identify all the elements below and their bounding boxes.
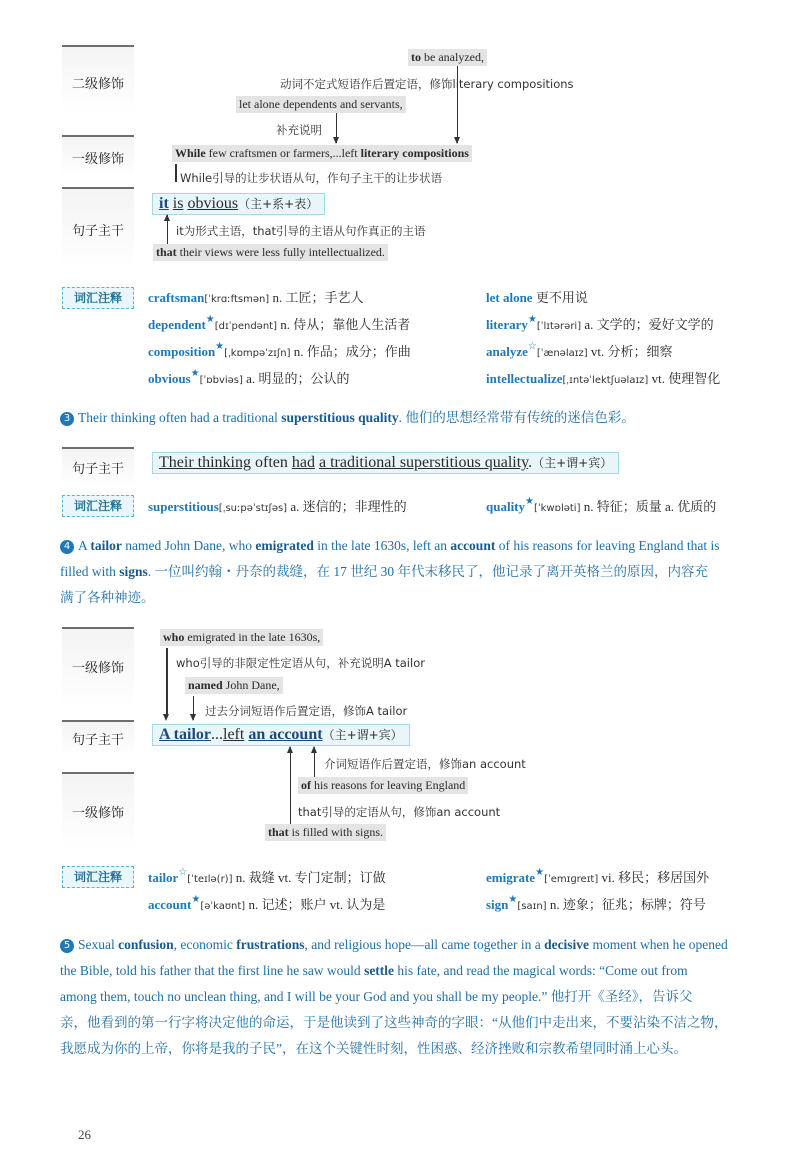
page-number: 26	[78, 1127, 91, 1142]
sentence-4: 4 A tailor named John Dane, who emigrated in the late 1630s, left an account of his reasons for leaving England that is filled with signs. 一位叫约翰・丹奈的裁缝，在 17 世纪 30 年代末移民了，他记录了离开英格兰的原因，内容充 满了各种神迹。	[60, 538, 720, 605]
vocab-tag: 词汇注释	[62, 495, 134, 517]
arrow-down	[457, 66, 458, 143]
that-note: that引导的定语从句，修饰an account	[298, 805, 501, 819]
vocab-item-quality: quality★[ˈkwɒləti] n. 特征；质量 a. 优质的	[486, 496, 717, 514]
main-clause-1: it is obvious（主+系+表）	[152, 193, 325, 215]
infinitive-note: 动词不定式短语作后置定语，修饰literary compositions	[280, 77, 574, 91]
named-note: 过去分词短语作后置定语，修饰A tailor	[205, 704, 408, 718]
vocab-item-craftsman: craftsman[ˈkrɑːftsmən] n. 工匠；手艺人	[148, 290, 364, 305]
level-box-trunk	[62, 720, 134, 756]
level-label: 句子主干	[71, 224, 124, 239]
vocab-item-let-alone: let alone 更不用说	[486, 290, 588, 305]
it-note: it为形式主语，that引导的主语从句作真正的主语	[176, 224, 426, 238]
level-label: 一级修饰	[71, 806, 124, 821]
vocab-item-dependent: dependent★[dɪˈpendənt] n. 侍从；靠他人生活者	[148, 314, 411, 332]
level-label: 二级修饰	[71, 77, 124, 92]
level-box-trunk	[62, 447, 134, 487]
arrow-up	[167, 215, 168, 245]
that-clause-phrase: that is filled with signs.	[265, 824, 386, 841]
vocab-item-obvious: obvious★[ˈɒbviəs] a. 明显的；公认的	[148, 368, 350, 386]
main-clause-3: Their thinking often had a traditional superstitious quality.（主+谓+宾）	[152, 452, 619, 474]
let-alone-phrase: let alone dependents and servants,	[236, 96, 406, 113]
that-clause-phrase: that their views were less fully intellectualized.	[153, 244, 388, 261]
level-box-second	[62, 45, 134, 113]
level-label: 句子主干	[71, 733, 124, 748]
level-box-trunk	[62, 187, 134, 269]
vocab-item-superstitious: superstitious[ˌsuːpəˈstɪʃəs] a. 迷信的；非理性的	[148, 499, 407, 514]
who-note: who引导的非限定性定语从句，补充说明A tailor	[176, 656, 425, 670]
vocab-tag: 词汇注释	[62, 866, 134, 888]
vocab-item-sign: sign★[saɪn] n. 迹象；征兆；标牌；符号	[486, 894, 706, 912]
level-label: 句子主干	[71, 462, 124, 477]
bracket-line	[175, 164, 177, 182]
to-be-analyzed-phrase: to be analyzed,	[408, 49, 487, 66]
while-clause-phrase: While few craftsmen or farmers,...left literary compositions	[172, 145, 472, 162]
vocab-item-intellectualize: intellectualize[ˌɪntəˈlektʃuəlaɪz] vt. 使理智化	[486, 371, 721, 386]
level-box-first	[62, 627, 134, 709]
vocab-item-analyze: analyze☆[ˈænəlaɪz] vt. 分析；细察	[486, 341, 673, 359]
level-label: 一级修饰	[71, 152, 124, 167]
named-phrase: named John Dane,	[185, 677, 283, 694]
level-box-first	[62, 135, 134, 177]
arrow-up	[314, 747, 315, 777]
arrow-up	[290, 747, 291, 825]
vocab-item-emigrate: emigrate★[ˈemɪɡreɪt] vi. 移民；移居国外	[486, 867, 710, 885]
while-note: While引导的让步状语从句，作句子主干的让步状语	[180, 171, 443, 185]
vocab-item-account: account★[əˈkaʊnt] n. 记述；账户 vt. 认为是	[148, 894, 386, 912]
main-clause-4: A tailor...left an account（主+谓+宾）	[152, 724, 410, 746]
bracket-line	[166, 648, 168, 716]
sentence-3: 3 Their thinking often had a traditional superstitious quality. 他们的思想经常带有传统的迷信色彩。	[60, 405, 760, 431]
sentence-5: 5 Sexual confusion, economic frustrations, and religious hope—all came together in a decisive moment when he opened the Bible, told his father that the first line he saw would settle his fate, and read the magical words: “Come out from among them, touch no unclean thing, and I will be your God and you shall be my people.” 他打开《圣经》，告诉父 亲，他看到的第一行字将决定他的命运，于是他读到了这些神奇的字眼：“从他们中走出来，不要沾染不洁之物， 我愿成为你的上帝，你将是我的子民”，在这个关键性时刻，性困惑、经济挫败和宗教希望同时涌上心头。	[60, 937, 728, 1056]
vocab-item-composition: composition★[ˌkɒmpəˈzɪʃn] n. 作品；成分；作曲	[148, 341, 411, 359]
level-label: 一级修饰	[71, 661, 124, 676]
supplement-note: 补充说明	[276, 123, 322, 137]
arrow-down	[193, 696, 194, 720]
who-clause-phrase: who emigrated in the late 1630s,	[160, 629, 323, 646]
arrow-down	[336, 113, 337, 143]
vocab-item-tailor: tailor☆[ˈteɪlə(r)] n. 裁缝 vt. 专门定制；订做	[148, 867, 386, 885]
of-phrase: of his reasons for leaving England	[298, 777, 468, 794]
level-box-first	[62, 772, 134, 850]
of-note: 介词短语作后置定语，修饰an account	[324, 757, 526, 771]
vocab-tag: 词汇注释	[62, 287, 134, 309]
vocab-item-literary: literary★[ˈlɪtərəri] a. 文学的；爱好文学的	[486, 314, 714, 332]
